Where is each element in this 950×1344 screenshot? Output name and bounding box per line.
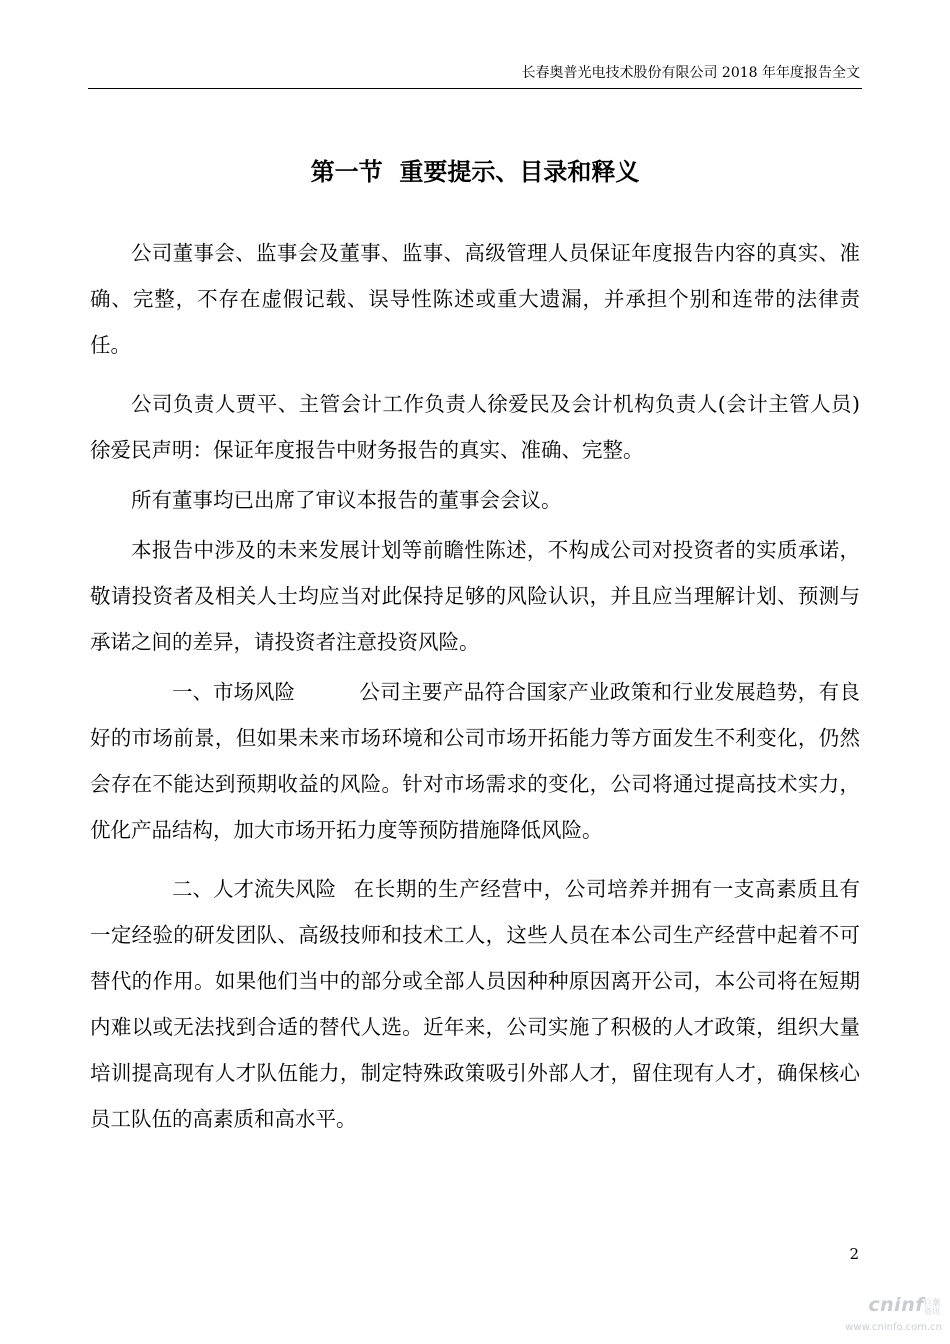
talent-risk-text: 在长期的生产经营中，公司培养并拥有一支高素质且有一定经验的研发团队、高级技师和技术工人，这些人员在本公司生产经营中起着不可替代的作用。如果他们当中的部分或全部人员因种种原因离开公司，本公司将在短期内难以或无法找到合适的替代人选。近年来，公司实施了积极的人才政策，组织大量培训提高现有人才队伍能力，制定特殊政策吸引外部人才，留住现有人才，确保核心员工队伍的高素质和高水平。 — [90, 877, 860, 1131]
paragraph-talent-risk — [90, 866, 860, 1142]
cninfo-watermark — [846, 1294, 942, 1338]
page-number: 2 — [849, 1245, 859, 1263]
paragraph-financial-statement: 公司负责人贾平、主管会计工作负责人徐爱民及会计机构负责人(会计主管人员)徐爱民声明：保证年度报告中财务报告的真实、准确、完整。 — [90, 392, 860, 462]
watermark-subtitle: 巨潮资讯 — [924, 1298, 940, 1316]
running-header-title: 长春奥普光电技术股份有限公司 2018 年年度报告全文 — [521, 65, 860, 81]
paragraph-board-attendance: 所有董事均已出席了审议本报告的董事会会议。 — [131, 488, 562, 512]
market-risk-heading: 一、市场风险 — [172, 680, 295, 704]
document-body — [90, 230, 860, 1155]
talent-risk-heading: 二、人才流失风险 — [172, 877, 336, 901]
market-risk-text: 公司主要产品符合国家产业政策和行业发展趋势，有良好的市场前景，但如果未来市场环境和公司市场开拓能力等方面发生不利变化，仍然会存在不能达到预期收益的风险。针对市场需求的变化，公司将通过提高技术实力，优化产品结构，加大市场开拓力度等预防措施降低风险。 — [90, 680, 860, 842]
paragraph-responsibility-statement: 公司董事会、监事会及董事、监事、高级管理人员保证年度报告内容的真实、准确、完整，不存在虚假记载、误导性陈述或重大遗漏，并承担个别和连带的法律责任。 — [90, 241, 860, 357]
section-title: 第一节 重要提示、目录和释义 — [310, 157, 640, 186]
paragraph-forward-looking: 本报告中涉及的未来发展计划等前瞻性陈述，不构成公司对投资者的实质承诺，敬请投资者及相关人士均应当对此保持足够的风险认识，并且应当理解计划、预测与承诺之间的差异，请投资者注意投资风险。 — [90, 538, 860, 654]
watermark-logo: cninf — [868, 1294, 924, 1316]
header-rule — [88, 88, 862, 89]
watermark-url: www.cninfo.com.cn — [845, 1322, 942, 1333]
paragraph-market-risk — [90, 669, 860, 853]
